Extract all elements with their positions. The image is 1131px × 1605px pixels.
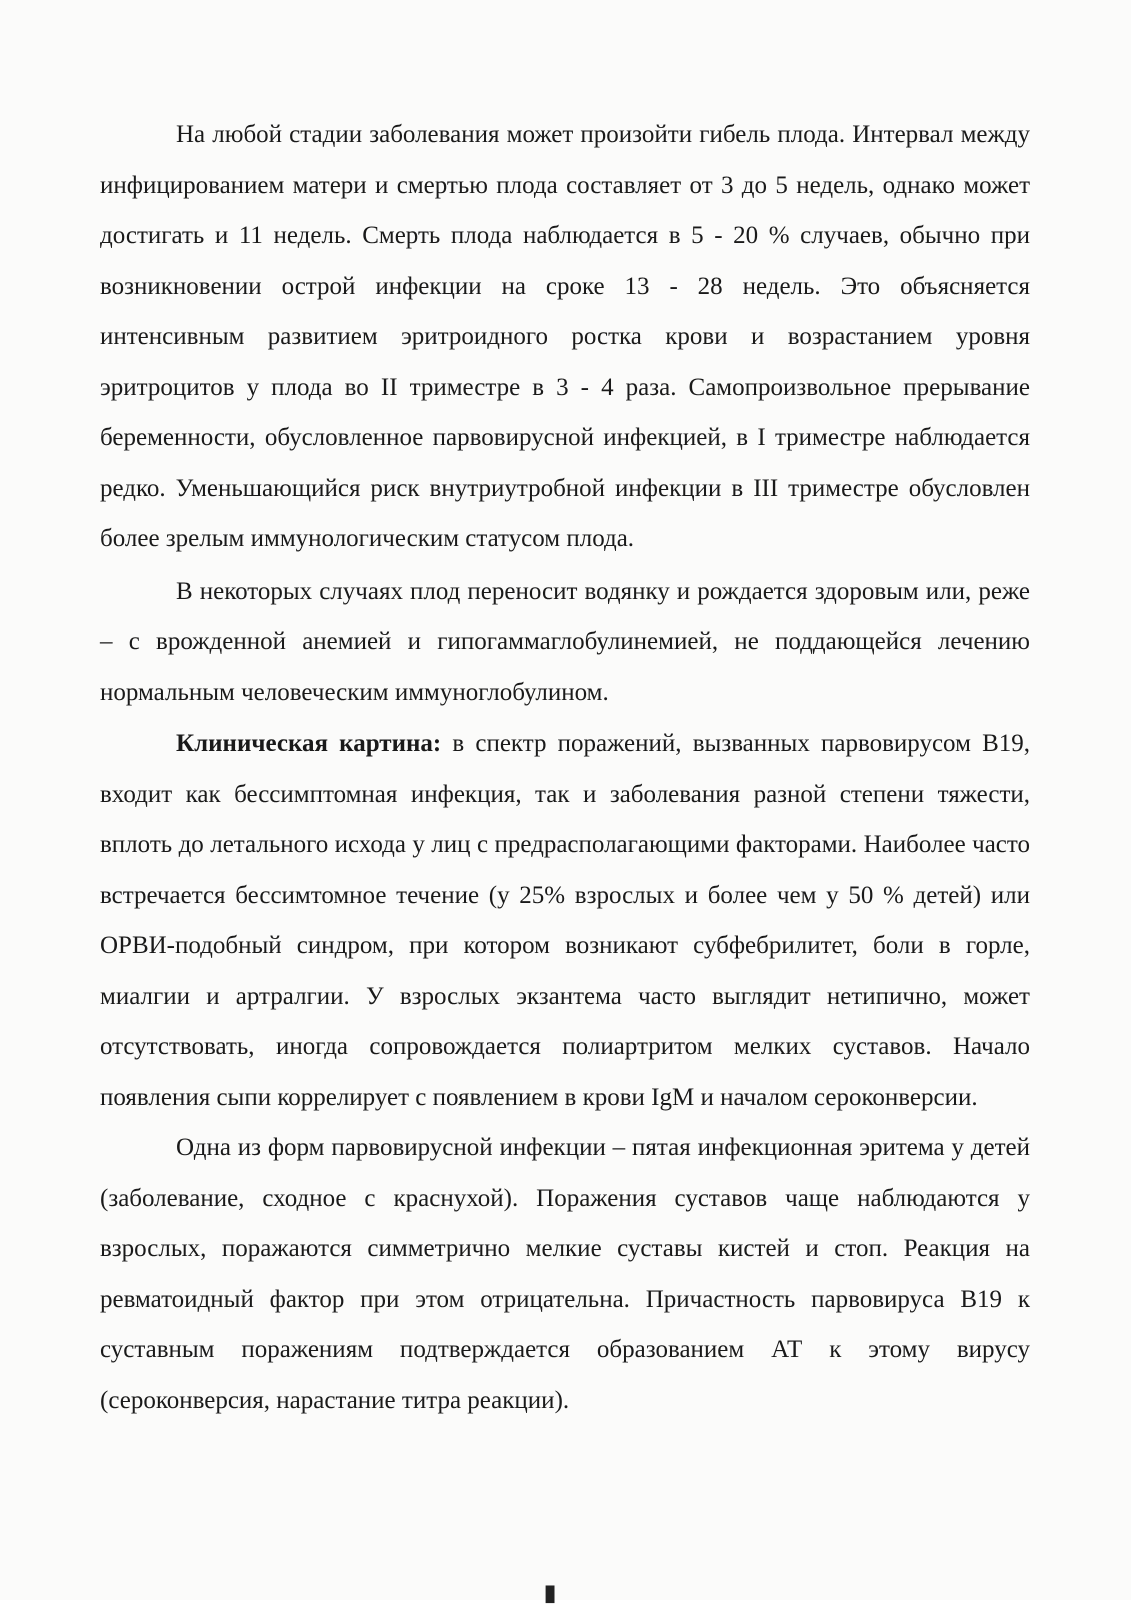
paragraph-erythema [100,1123,1030,1426]
paragraph-text: в спектр поражений, вызванных парвовирусом В19, входит как бессимптомная инфекция, так и заболевания разной степени тяжести, вплоть до летального исхода у лиц с предрасполагающими факторами. Наиболее часто встречается бессимтомное течение (у 25% взрослых и более чем у 50 % детей) или ОРВИ-подобный синдром, при котором возникают субфебрилитет, боли в горле, миалгии и артралгии. У взрослых экзантема часто выглядит нетипично, может отсутствовать, иногда сопровождается полиартритом мелких суставов. Начало появления сыпи коррелирует с появлением в крови IgM и началом сероконверсии. [100,730,1030,1111]
paragraph-fetal-death [100,110,1030,565]
paragraph-text: Одна из форм парвовирусной инфекции – пятая инфекционная эритема у детей (заболевание, сходное с краснухой). Поражения суставов чаще наблюдаются у взрослых, поражаются симметрично мелкие суставы кистей и стоп. Реакция на ревматоидный фактор при этом отрицательна. Причастность парвовируса В19 к суставным поражениям подтверждается образованием АТ к этому вирусу (сероконверсия, нарастание титра реакции). [100,1134,1030,1414]
paragraph-clinical-picture [100,719,1030,1123]
text-body [100,110,1030,1426]
cut-off-text-fragment: ▮ [544,1580,557,1605]
paragraph-text: На любой стадии заболевания может произойти гибель плода. Интервал между инфицированием матери и смертью плода составляет от 3 до 5 недель, однако может достигать и 11 недель. Смерть плода наблюдается в 5 - 20 % случаев, обычно при возникновении острой инфекции на сроке 13 - 28 недель. Это объясняется интенсивным развитием эритроидного ростка крови и возрастанием уровня эритроцитов у плода во II триместре в 3 - 4 раза. Самопроизвольное прерывание беременности, обусловленное парвовирусной инфекцией, в I триместре наблюдается редко. Уменьшающийся риск внутриутробной инфекции в III триместре обусловлен более зрелым иммунологическим статусом плода. [100,121,1030,552]
paragraph-hydrops [100,567,1030,719]
section-lead-heading: Клиническая картина: [176,730,442,757]
paragraph-text: В некоторых случаях плод переносит водянку и рождается здоровым или, реже – с врожденной анемией и гипогаммаглобулинемией, не поддающейся лечению нормальным человеческим иммуноглобулином. [100,577,1030,706]
